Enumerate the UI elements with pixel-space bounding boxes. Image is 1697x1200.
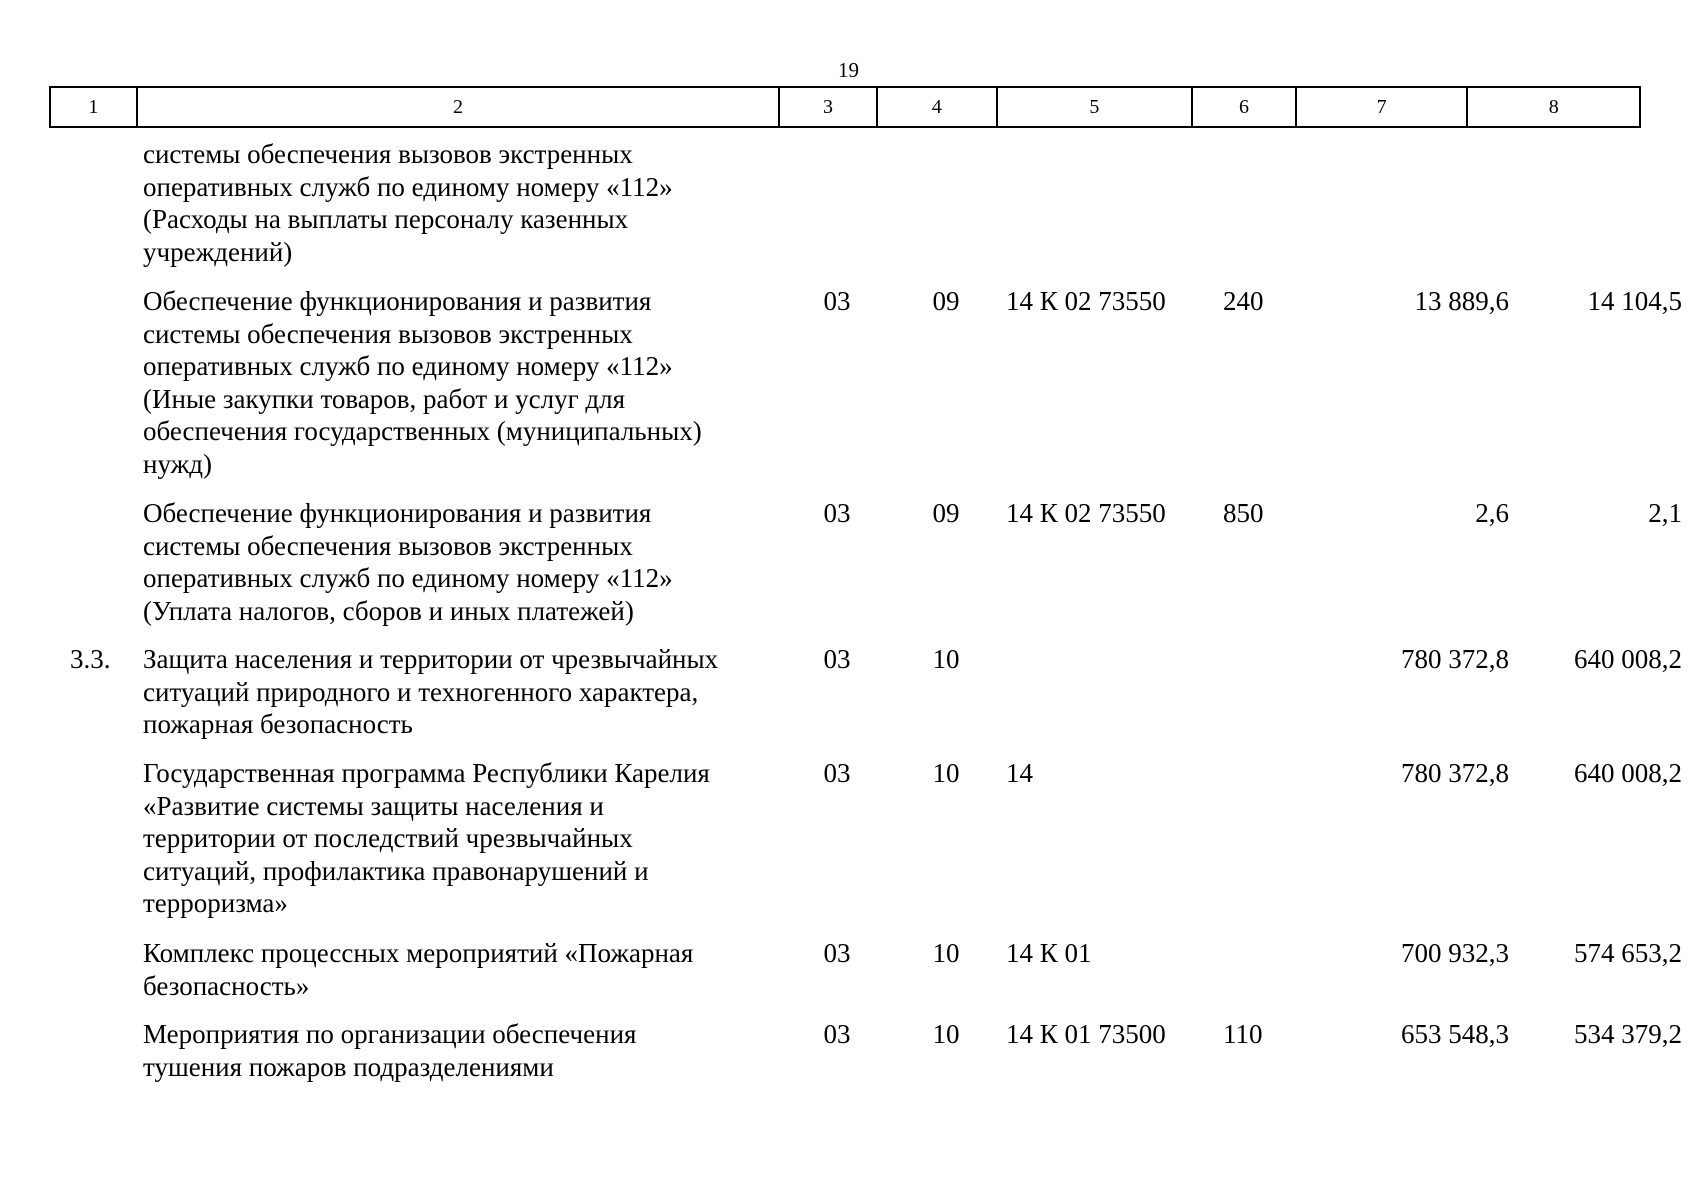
row-name-line: обеспечения государственных (муниципальных) bbox=[143, 416, 702, 447]
row-name bbox=[143, 497, 773, 627]
header-col-6: 6 bbox=[1193, 88, 1297, 126]
row-target-article: 14 К 02 73550 bbox=[1006, 498, 1166, 528]
row-number: 3.3. bbox=[70, 644, 111, 674]
row-expense-type: 850 bbox=[1223, 498, 1264, 528]
row-name-line: (Иные закупки товаров, работ и услуг для bbox=[143, 383, 626, 414]
row-amount-2: 534 379,2 bbox=[1574, 1019, 1682, 1049]
row-name-line: терроризма» bbox=[143, 888, 288, 919]
row-target-article: 14 К 01 bbox=[1006, 938, 1092, 968]
page-number: 19 bbox=[838, 58, 859, 82]
row-section: 03 bbox=[823, 1019, 851, 1049]
row-name-line: нужд) bbox=[143, 448, 212, 479]
row-name-line: (Уплата налогов, сборов и иных платежей) bbox=[143, 595, 634, 626]
row-name bbox=[143, 643, 773, 741]
row-subsection: 10 bbox=[932, 758, 960, 788]
row-name-line: ситуаций природного и техногенного характера, bbox=[143, 676, 699, 707]
row-amount-1: 700 932,3 bbox=[1401, 938, 1509, 968]
row-amount-2: 640 008,2 bbox=[1574, 644, 1682, 674]
row-expense-type: 240 bbox=[1223, 286, 1264, 316]
header-col-1: 1 bbox=[51, 88, 138, 126]
row-subsection: 09 bbox=[932, 498, 960, 528]
row-amount-1: 13 889,6 bbox=[1414, 286, 1509, 316]
row-name-line: тушения пожаров подразделениями bbox=[143, 1051, 554, 1082]
row-name-line: оперативных служб по единому номеру «112» bbox=[143, 563, 673, 594]
row-amount-2: 2,1 bbox=[1648, 498, 1682, 528]
row-name-line: Мероприятия по организации обеспечения bbox=[143, 1019, 637, 1049]
row-name-line: Обеспечение функционирования и развития bbox=[143, 498, 652, 528]
header-col-7: 7 bbox=[1297, 88, 1469, 126]
row-subsection: 09 bbox=[932, 286, 960, 316]
row-subsection: 10 bbox=[932, 644, 960, 674]
row-name-line: системы обеспечения вызовов экстренных bbox=[143, 530, 633, 561]
row-name-line: территории от последствий чрезвычайных bbox=[143, 823, 633, 854]
row-name-line: Обеспечение функционирования и развития bbox=[143, 286, 652, 316]
row-name-line: оперативных служб по единому номеру «112» bbox=[143, 351, 673, 382]
row-section: 03 bbox=[823, 758, 851, 788]
header-col-3: 3 bbox=[780, 88, 878, 126]
row-name bbox=[143, 138, 773, 268]
row-section: 03 bbox=[823, 644, 851, 674]
header-col-4: 4 bbox=[878, 88, 998, 126]
row-expense-type: 110 bbox=[1223, 1019, 1263, 1049]
row-amount-1: 780 372,8 bbox=[1401, 644, 1509, 674]
row-amount-1: 2,6 bbox=[1475, 498, 1509, 528]
row-name-line: Защита населения и территории от чрезвычайных bbox=[143, 644, 719, 674]
row-name-line: безопасность» bbox=[143, 970, 310, 1001]
row-name-line: ситуаций, профилактика правонарушений и bbox=[143, 855, 649, 886]
row-section: 03 bbox=[823, 286, 851, 316]
row-name bbox=[143, 1018, 773, 1083]
header-col-5: 5 bbox=[998, 88, 1194, 126]
row-name bbox=[143, 937, 773, 1002]
row-name-line: Комплекс процессных мероприятий «Пожарная bbox=[143, 938, 694, 968]
row-name-line: системы обеспечения вызовов экстренных bbox=[143, 139, 633, 169]
row-name-line: «Развитие системы защиты населения и bbox=[143, 790, 604, 821]
row-amount-2: 574 653,2 bbox=[1574, 938, 1682, 968]
row-name-line: учреждений) bbox=[143, 236, 293, 267]
row-section: 03 bbox=[823, 498, 851, 528]
row-name-line: Государственная программа Республики Карелия bbox=[143, 758, 710, 788]
row-name-line: системы обеспечения вызовов экстренных bbox=[143, 318, 633, 349]
header-col-2: 2 bbox=[138, 88, 780, 126]
row-subsection: 10 bbox=[932, 1019, 960, 1049]
row-amount-1: 780 372,8 bbox=[1401, 758, 1509, 788]
row-name bbox=[143, 757, 773, 920]
row-section: 03 bbox=[823, 938, 851, 968]
row-amount-1: 653 548,3 bbox=[1401, 1019, 1509, 1049]
table-header bbox=[49, 86, 1641, 128]
row-amount-2: 640 008,2 bbox=[1574, 758, 1682, 788]
header-col-8: 8 bbox=[1548, 95, 1559, 118]
row-subsection: 10 bbox=[932, 938, 960, 968]
row-name-line: оперативных служб по единому номеру «112» bbox=[143, 171, 673, 202]
row-amount-2: 14 104,5 bbox=[1587, 286, 1682, 316]
row-target-article: 14 К 02 73550 bbox=[1006, 286, 1166, 316]
row-target-article: 14 bbox=[1006, 758, 1033, 788]
row-name bbox=[143, 285, 773, 481]
row-name-line: (Расходы на выплаты персоналу казенных bbox=[143, 204, 629, 235]
row-name-line: пожарная безопасность bbox=[143, 709, 413, 740]
row-target-article: 14 К 01 73500 bbox=[1006, 1019, 1166, 1049]
